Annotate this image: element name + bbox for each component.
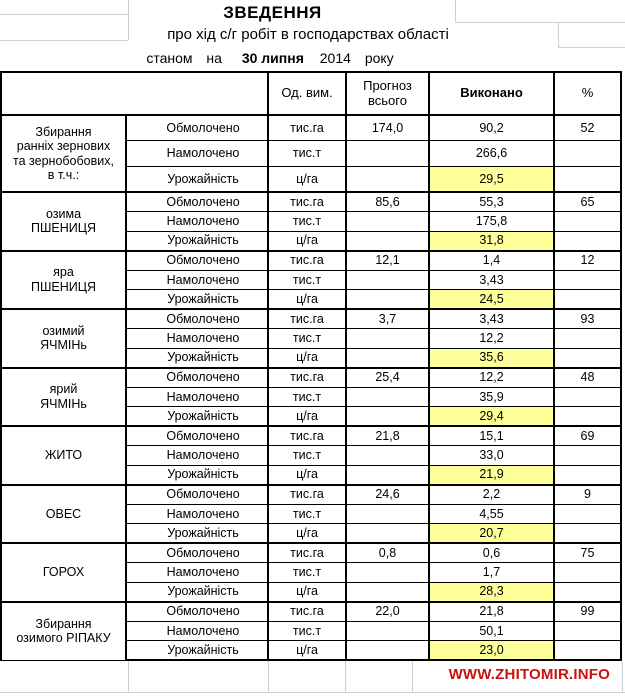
header-forecast: Прогноз всього [346, 72, 429, 115]
done-cell: 0,6 [429, 543, 554, 563]
unit-cell: тис.т [268, 270, 346, 290]
metric-label-cell: Намолочено [126, 446, 268, 466]
forecast-cell [346, 407, 429, 427]
unit-cell: ц/га [268, 641, 346, 661]
done-cell: 3,43 [429, 309, 554, 329]
spreadsheet-gridline [345, 661, 346, 692]
unit-cell: тис.т [268, 141, 346, 167]
percent-cell [554, 641, 621, 661]
unit-cell: тис.т [268, 387, 346, 407]
metric-label-cell: Обмолочено [126, 543, 268, 563]
forecast-cell [346, 290, 429, 310]
dateline-word: року [364, 50, 394, 66]
done-cell: 35,6 [429, 348, 554, 368]
percent-cell [554, 290, 621, 310]
metric-label-cell: Урожайність [126, 290, 268, 310]
percent-cell [554, 212, 621, 232]
unit-cell: тис.т [268, 563, 346, 583]
unit-cell: ц/га [268, 524, 346, 544]
done-cell: 35,9 [429, 387, 554, 407]
category-cell: Збирання ранніх зернових та зернобобових, в т.ч.: [1, 115, 126, 192]
unit-cell: тис.га [268, 602, 346, 622]
percent-cell [554, 446, 621, 466]
unit-cell: ц/га [268, 348, 346, 368]
percent-cell [554, 524, 621, 544]
spreadsheet-gridline [0, 692, 625, 693]
done-cell: 21,9 [429, 465, 554, 485]
done-cell: 12,2 [429, 368, 554, 388]
header-unit: Од. вим. [268, 72, 346, 115]
done-cell: 2,2 [429, 485, 554, 505]
dateline-word: станом [146, 50, 193, 66]
percent-cell: 99 [554, 602, 621, 622]
unit-cell: тис.т [268, 446, 346, 466]
forecast-cell: 12,1 [346, 251, 429, 271]
percent-cell [554, 407, 621, 427]
metric-label-cell: Намолочено [126, 329, 268, 349]
table-row [1, 485, 621, 505]
metric-label-cell: Намолочено [126, 621, 268, 641]
unit-cell: тис.га [268, 192, 346, 212]
forecast-cell [346, 212, 429, 232]
done-cell: 266,6 [429, 141, 554, 167]
forecast-cell [346, 465, 429, 485]
site-watermark: WWW.ZHITOMIR.INFO [448, 666, 610, 683]
metric-label-cell: Обмолочено [126, 602, 268, 622]
metric-label-cell: Намолочено [126, 504, 268, 524]
category-cell: озима ПШЕНИЦЯ [1, 192, 126, 251]
category-cell: Збирання озимого РІПАКУ [1, 602, 126, 661]
done-cell: 50,1 [429, 621, 554, 641]
forecast-cell: 24,6 [346, 485, 429, 505]
done-cell: 29,4 [429, 407, 554, 427]
unit-cell: тис.га [268, 426, 346, 446]
table-row [1, 192, 621, 212]
unit-cell: тис.т [268, 212, 346, 232]
forecast-cell: 21,8 [346, 426, 429, 446]
report-subtitle: про хід с/г робіт в господарствах області [167, 26, 449, 43]
table-row [1, 426, 621, 446]
table-row [1, 602, 621, 622]
forecast-cell: 0,8 [346, 543, 429, 563]
metric-label-cell: Намолочено [126, 141, 268, 167]
forecast-cell: 174,0 [346, 115, 429, 141]
header-done: Виконано [429, 72, 554, 115]
done-cell: 29,5 [429, 166, 554, 192]
metric-label-cell: Урожайність [126, 166, 268, 192]
unit-cell: ц/га [268, 582, 346, 602]
forecast-cell [346, 524, 429, 544]
metric-label-cell: Намолочено [126, 387, 268, 407]
done-cell: 23,0 [429, 641, 554, 661]
percent-cell [554, 582, 621, 602]
forecast-cell [346, 231, 429, 251]
percent-cell [554, 270, 621, 290]
unit-cell: ц/га [268, 166, 346, 192]
percent-cell: 69 [554, 426, 621, 446]
percent-cell: 75 [554, 543, 621, 563]
metric-label-cell: Обмолочено [126, 485, 268, 505]
forecast-cell [346, 141, 429, 167]
percent-cell [554, 166, 621, 192]
unit-cell: тис.га [268, 543, 346, 563]
metric-label-cell: Обмолочено [126, 309, 268, 329]
unit-cell: тис.га [268, 485, 346, 505]
dateline-word: на [206, 50, 222, 66]
percent-cell [554, 465, 621, 485]
unit-cell: тис.га [268, 368, 346, 388]
percent-cell [554, 504, 621, 524]
metric-label-cell: Урожайність [126, 524, 268, 544]
metric-label-cell: Урожайність [126, 465, 268, 485]
forecast-cell [346, 621, 429, 641]
forecast-cell [346, 641, 429, 661]
done-cell: 1,7 [429, 563, 554, 583]
metric-label-cell: Обмолочено [126, 192, 268, 212]
category-cell: озимий ЯЧМІНь [1, 309, 126, 368]
forecast-cell [346, 446, 429, 466]
summary-table [0, 71, 622, 661]
done-cell: 55,3 [429, 192, 554, 212]
done-cell: 15,1 [429, 426, 554, 446]
done-cell: 3,43 [429, 270, 554, 290]
forecast-cell [346, 582, 429, 602]
percent-cell [554, 231, 621, 251]
unit-cell: ц/га [268, 290, 346, 310]
percent-cell: 93 [554, 309, 621, 329]
done-cell: 175,8 [429, 212, 554, 232]
forecast-cell: 3,7 [346, 309, 429, 329]
done-cell: 21,8 [429, 602, 554, 622]
category-cell: ярий ЯЧМІНь [1, 368, 126, 427]
done-cell: 90,2 [429, 115, 554, 141]
done-cell: 24,5 [429, 290, 554, 310]
metric-label-cell: Намолочено [126, 212, 268, 232]
report-dateline [0, 50, 540, 66]
metric-label-cell: Обмолочено [126, 251, 268, 271]
spreadsheet-gridline [412, 661, 413, 692]
unit-cell: ц/га [268, 231, 346, 251]
percent-cell: 9 [554, 485, 621, 505]
spreadsheet-gridline [622, 661, 623, 692]
table-header-row [1, 72, 621, 115]
percent-cell [554, 348, 621, 368]
metric-label-cell: Обмолочено [126, 115, 268, 141]
table-body [1, 115, 621, 660]
percent-cell: 52 [554, 115, 621, 141]
forecast-cell: 22,0 [346, 602, 429, 622]
unit-cell: тис.га [268, 115, 346, 141]
unit-cell: тис.т [268, 329, 346, 349]
unit-cell: тис.га [268, 251, 346, 271]
forecast-cell [346, 504, 429, 524]
forecast-cell [346, 563, 429, 583]
unit-cell: ц/га [268, 407, 346, 427]
metric-label-cell: Урожайність [126, 231, 268, 251]
metric-label-cell: Урожайність [126, 641, 268, 661]
forecast-cell: 25,4 [346, 368, 429, 388]
table-row [1, 251, 621, 271]
done-cell: 31,8 [429, 231, 554, 251]
spreadsheet-gridline [268, 661, 269, 692]
header-empty-cell [1, 72, 268, 115]
percent-cell: 12 [554, 251, 621, 271]
percent-cell [554, 387, 621, 407]
metric-label-cell: Обмолочено [126, 426, 268, 446]
done-cell: 4,55 [429, 504, 554, 524]
table-row [1, 543, 621, 563]
category-cell: ЖИТО [1, 426, 126, 485]
metric-label-cell: Намолочено [126, 270, 268, 290]
forecast-cell [346, 166, 429, 192]
table-row [1, 115, 621, 141]
report-date: 30 липня [241, 50, 304, 66]
report-title: ЗВЕДЕННЯ [223, 3, 322, 22]
table-row [1, 368, 621, 388]
forecast-cell [346, 387, 429, 407]
forecast-cell [346, 348, 429, 368]
metric-label-cell: Урожайність [126, 582, 268, 602]
spreadsheet-gridline [128, 661, 129, 692]
metric-label-cell: Урожайність [126, 407, 268, 427]
header-percent: % [554, 72, 621, 115]
percent-cell [554, 141, 621, 167]
done-cell: 20,7 [429, 524, 554, 544]
table-row [1, 309, 621, 329]
category-cell: яра ПШЕНИЦЯ [1, 251, 126, 310]
forecast-cell: 85,6 [346, 192, 429, 212]
category-cell: ОВЕС [1, 485, 126, 544]
percent-cell [554, 563, 621, 583]
forecast-cell [346, 270, 429, 290]
done-cell: 33,0 [429, 446, 554, 466]
spreadsheet-gridline [558, 47, 625, 48]
metric-label-cell: Намолочено [126, 563, 268, 583]
done-cell: 1,4 [429, 251, 554, 271]
done-cell: 28,3 [429, 582, 554, 602]
done-cell: 12,2 [429, 329, 554, 349]
forecast-cell [346, 329, 429, 349]
percent-cell [554, 621, 621, 641]
unit-cell: тис.т [268, 504, 346, 524]
metric-label-cell: Обмолочено [126, 368, 268, 388]
percent-cell: 48 [554, 368, 621, 388]
unit-cell: тис.га [268, 309, 346, 329]
category-cell: ГОРОХ [1, 543, 126, 602]
report-year: 2014 [319, 50, 351, 66]
percent-cell [554, 329, 621, 349]
percent-cell: 65 [554, 192, 621, 212]
unit-cell: ц/га [268, 465, 346, 485]
unit-cell: тис.т [268, 621, 346, 641]
metric-label-cell: Урожайність [126, 348, 268, 368]
